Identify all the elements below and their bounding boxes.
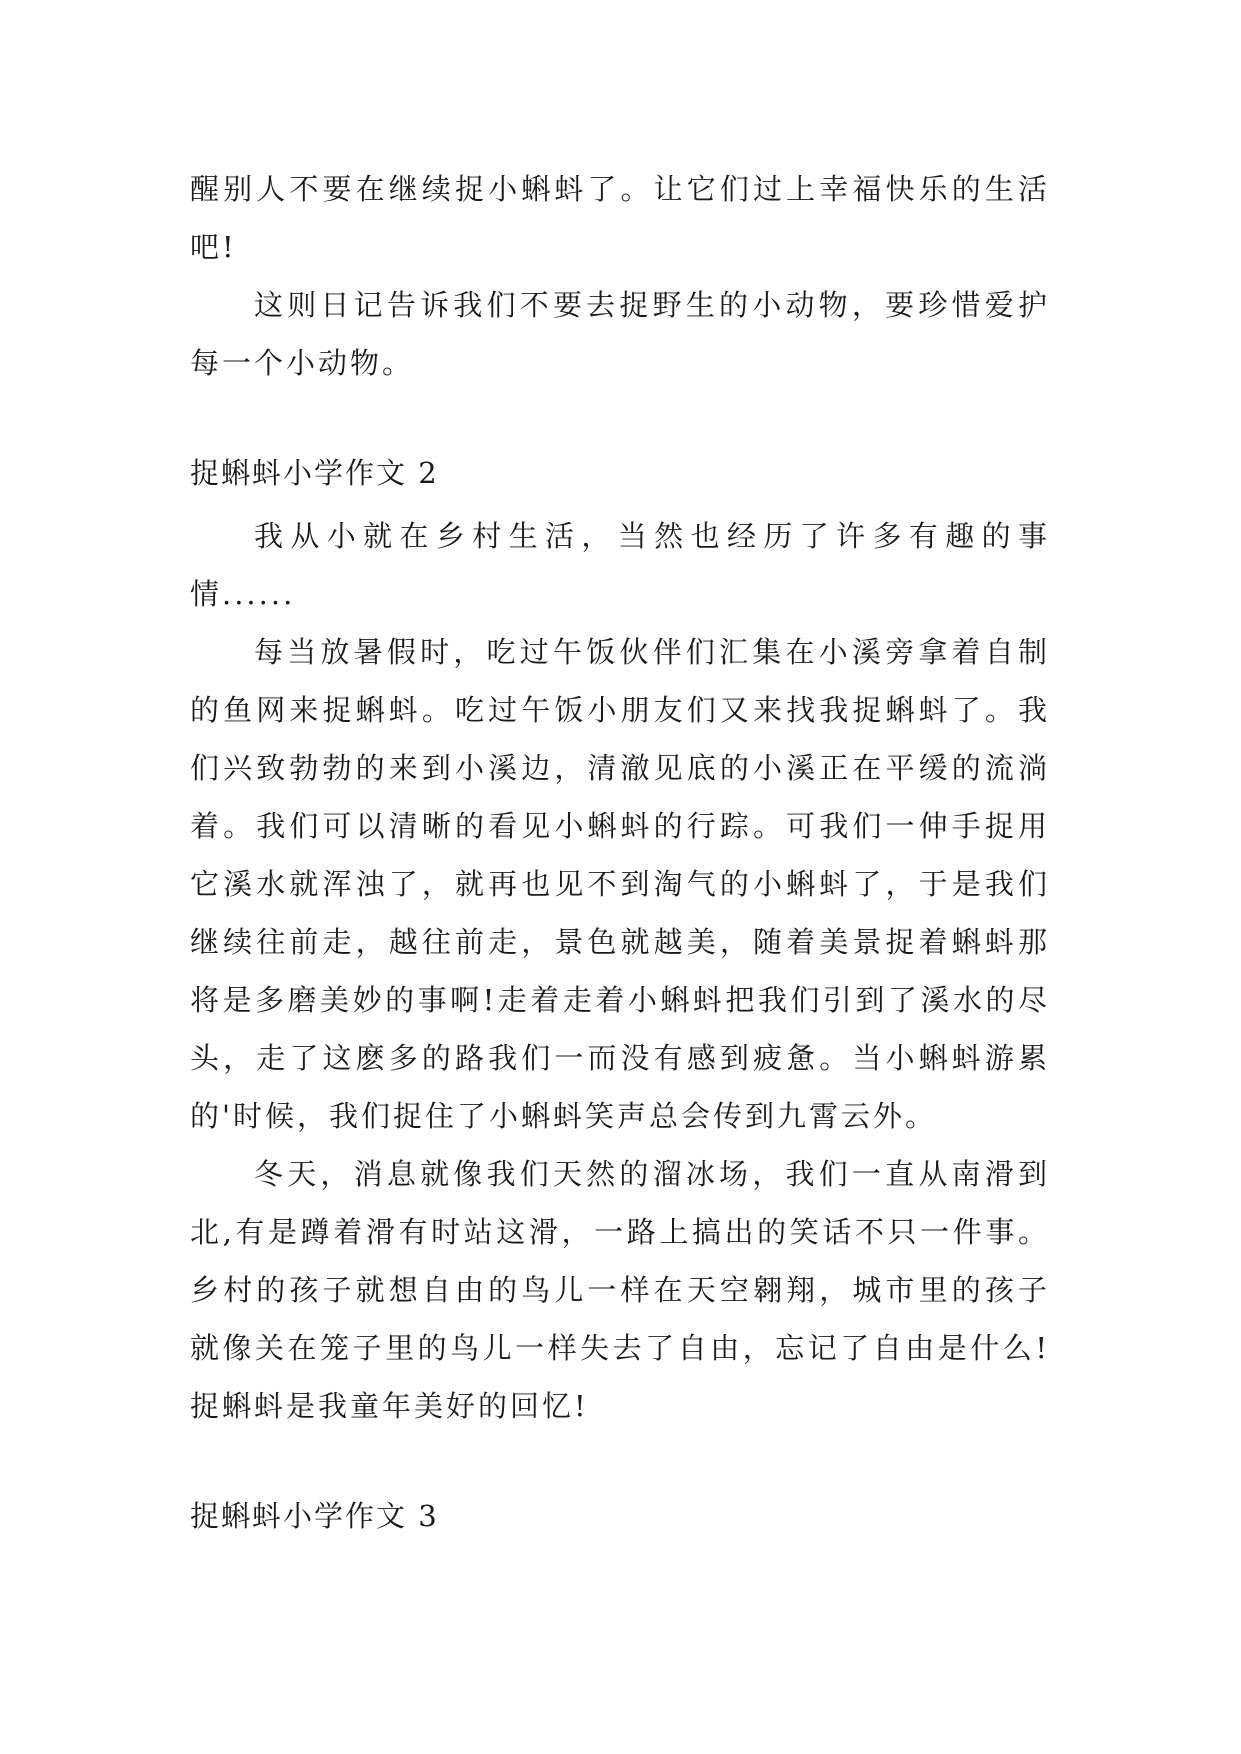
essay-2-paragraph-3: 冬天，消息就像我们天然的溜冰场，我们一直从南滑到北,有是蹲着滑有时站这滑，一路上搞出的笑话不只一件事。乡村的孩子就想自由的鸟儿一样在天空翱翔，城市里的孩子就像关在笼子里的鸟儿一样失去了自由，忘记了自由是什么!捉蝌蚪是我童年美好的回忆! — [190, 1157, 1050, 1423]
essay-2-paragraph-1: 我从小就在乡村生活，当然也经历了许多有趣的事情...... — [190, 519, 1050, 611]
paragraph-continued: 醒别人不要在继续捉小蝌蚪了。让它们过上幸福快乐的生活吧! — [190, 172, 1050, 264]
essay-2-paragraph-2: 每当放暑假时，吃过午饭伙伴们汇集在小溪旁拿着自制的鱼网来捉蝌蚪。吃过午饭小朋友们又来找我捉蝌蚪了。我们兴致勃勃的来到小溪边，清澈见底的小溪正在平缓的流淌着。我们可以清晰的看见小蝌蚪的行踪。可我们一伸手捉用它溪水就浑浊了，就再也见不到淘气的小蝌蚪了，于是我们继续往前走，越往前走，景色就越美，随着美景捉着蝌蚪那将是多磨美妙的事啊!走着走着小蝌蚪把我们引到了溪水的尽头，走了这麽多的路我们一而没有感到疲惫。当小蝌蚪游累的'时候，我们捉住了小蝌蚪笑声总会传到九霄云外。 — [190, 635, 1050, 1133]
essay-3-title: 捉蝌蚪小学作文 3 — [190, 1499, 439, 1533]
paragraph-lesson: 这则日记告诉我们不要去捉野生的小动物，要珍惜爱护每一个小动物。 — [190, 288, 1050, 380]
essay-2-title: 捉蝌蚪小学作文 2 — [190, 456, 439, 490]
